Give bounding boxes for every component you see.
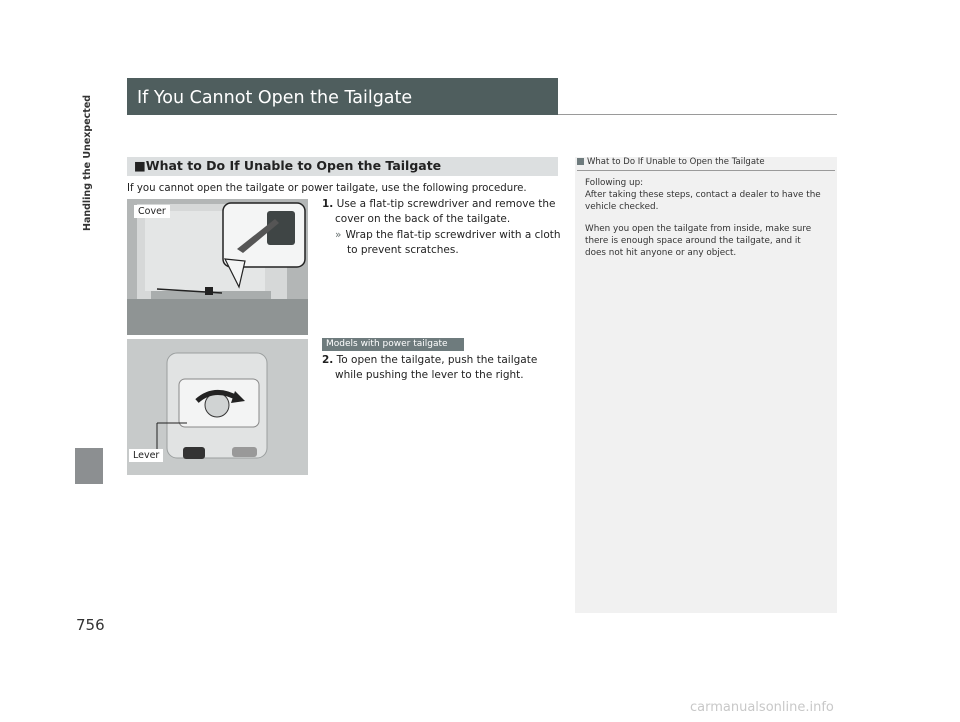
note-para-1-line-2: After taking these steps, contact a dealer to have the: [585, 190, 821, 200]
note-para-2-line-1: When you open the tailgate from inside, make sure: [585, 224, 812, 234]
tip-line1: Wrap the flat-tip screwdriver with a cloth: [345, 229, 561, 241]
step-1: [322, 197, 556, 212]
page-number: 756: [76, 616, 105, 634]
page-title: If You Cannot Open the Tailgate: [137, 88, 413, 108]
tailgate-cover-drawing: [127, 199, 308, 335]
note-body: [585, 177, 830, 269]
step-2-line2: while pushing the lever to the right.: [335, 369, 524, 381]
cover-callout-label: Cover: [134, 205, 170, 218]
step-1-line2: cover on the back of the tailgate.: [335, 213, 511, 225]
note-para-2-line-3: does not hit anyone or any object.: [585, 248, 737, 258]
step-2-line1: To open the tailgate, push the tailgate: [336, 354, 538, 366]
note-para-1: [585, 177, 830, 213]
title-rule: [558, 114, 837, 115]
sidebar-section-label: Handling the Unexpected: [82, 95, 93, 232]
step-2-number: 2.: [322, 354, 334, 366]
step-1-tip: [335, 228, 561, 243]
note-para-1-line-3: vehicle checked.: [585, 202, 659, 212]
note-para-2: [585, 223, 830, 259]
tailgate-cover-illustration: [127, 199, 308, 335]
note-heading: [577, 157, 835, 171]
step-1-number: 1.: [322, 198, 334, 210]
lever-callout-label: Lever: [129, 449, 163, 462]
note-heading-text: What to Do If Unable to Open the Tailgate: [587, 157, 765, 167]
section-heading: ■What to Do If Unable to Open the Tailgate: [134, 158, 442, 173]
section-tab-marker: [75, 448, 103, 484]
note-para-1-line-1: Following up:: [585, 178, 644, 188]
step-1-line1: Use a flat-tip screwdriver and remove the: [336, 198, 556, 210]
tip-line2: to prevent scratches.: [347, 244, 459, 256]
footer-watermark: carmanualsonline.info: [690, 700, 834, 715]
note-para-2-line-2: there is enough space around the tailgate, and it: [585, 236, 801, 246]
intro-text: If you cannot open the tailgate or power tailgate, use the following procedure.: [127, 183, 527, 194]
step-2: [322, 353, 537, 368]
note-bullet-icon: [577, 158, 584, 165]
models-badge: Models with power tailgate: [322, 338, 464, 351]
arrow-right-icon: »: [335, 229, 342, 241]
